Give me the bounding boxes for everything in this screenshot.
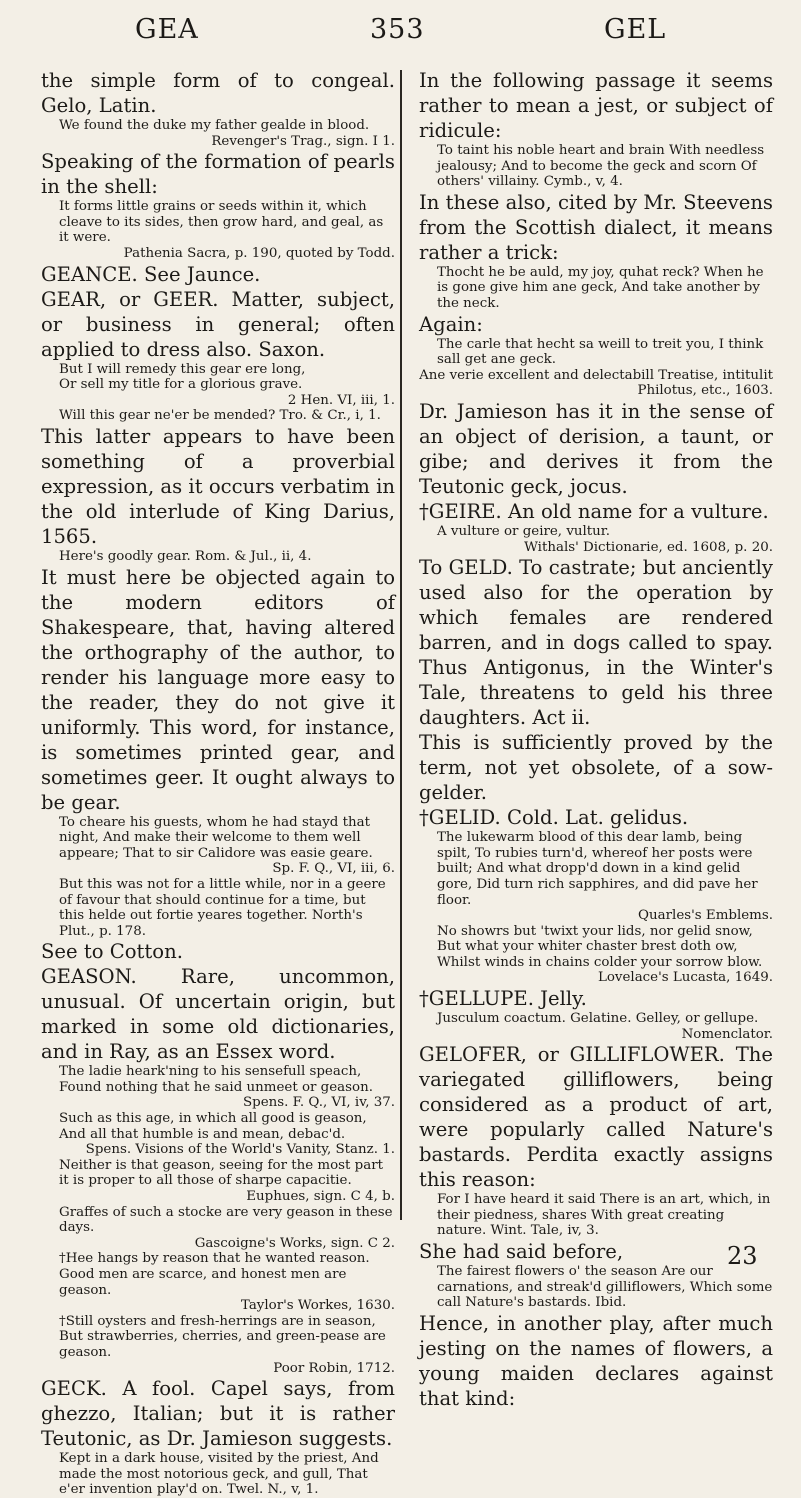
- citation: Nomenclator.: [681, 1026, 773, 1042]
- quotation: We found the duke my father gealde in blood.: [59, 118, 370, 133]
- body-paragraph: This latter appears to have been something of a proverbial expression, as it occurs verbatim in the old interlude of King Darius, 1565.: [41, 424, 395, 548]
- body-paragraph: To GELD. To castrate; but anciently used also for the operation by which females are rendered barren, and in dogs called to spay. Thus Antigonus, in the Winter's Tale, threatens to geld his three daughters. Act ii.: [419, 556, 773, 730]
- quotation: But I will remedy this gear ere long,: [59, 361, 306, 377]
- citation: Sp. F. Q., VI, iii, 6.: [272, 861, 395, 877]
- quotation: Such as this age, in which all good is geason, And all that humble is and mean, debac'd.: [59, 1111, 367, 1142]
- quotation: Will this gear ne'er be mended? Tro. & Cr., i, 1.: [59, 408, 381, 424]
- quotation: But this was not for a little while, nor in a geere of favour that should continue for a time, but this helde out fortie yeares together. North's Plut., p. 178.: [59, 876, 386, 939]
- quotation: †Hee hangs by reason that he wanted reason. Good men are scarce, and honest men are geason.: [59, 1251, 370, 1298]
- citation: 2 Hen. VI, iii, 1.: [287, 392, 395, 408]
- running-head: [0, 14, 801, 54]
- quotation: Thocht he be auld, my joy, quhat reck? When he is gone give him ane geck, And take another by the neck.: [437, 264, 764, 311]
- body-paragraph: GEANCE. See Jaunce.: [41, 262, 261, 286]
- body-paragraph: †GELLUPE. Jelly.: [419, 987, 587, 1011]
- body-paragraph: GELOFER, or GILLIFLOWER. The variegated gilliflowers, being considered as a product of art, were popularly called Nature's bastards. Perdita exactly assigns this reason:: [419, 1043, 773, 1192]
- body-paragraph: It must here be objected again to the modern editors of Shakespeare, that, having altered the orthography of the author, to render his language more easy to the reader, they do not give it uniformly. This word, for instance, is sometimes printed gear, and sometimes geer. It ought always to be gear.: [41, 565, 395, 814]
- quotation: No showrs but 'twixt your lids, nor gelid snow, But what your whiter chaster brest doth ow, Whilst winds in chains colder your sorrow blow.: [437, 923, 763, 970]
- body-paragraph: See to Cotton.: [41, 940, 183, 964]
- body-paragraph: GECK. A fool. Capel says, from ghezzo, Italian; but it is rather Teutonic, as Dr. Jamieson suggests.: [41, 1377, 395, 1451]
- quotation: The lukewarm blood of this dear lamb, being spilt, To rubies turn'd, whereof her posts were built; And what dropp'd down in a kind gelid gore, Did turn rich sapphires, and did pave her floor.: [437, 830, 758, 908]
- body-paragraph: GEASON. Rare, uncommon, unusual. Of uncertain origin, but marked in some old dictionaries, and in Ray, as an Essex word.: [41, 965, 395, 1064]
- body-paragraph: This is sufficiently proved by the term, not yet obsolete, of a sow-gelder.: [419, 731, 773, 805]
- quotation: For I have heard it said There is an art, which, in their piedness, shares With great creating nature. Wint. Tale, iv, 3.: [437, 1192, 771, 1239]
- quotation: The fairest flowers o' the season Are our carnations, and streak'd gilliflowers, Which some call Nature's bastards. Ibid.: [437, 1264, 773, 1311]
- body-paragraph: †GEIRE. An old name for a vulture.: [419, 499, 769, 523]
- body-paragraph: †GELID. Cold. Lat. gelidus.: [419, 806, 689, 830]
- quotation: Here's goodly gear. Rom. & Jul., ii, 4.: [59, 548, 312, 564]
- body-paragraph: Dr. Jamieson has it in the sense of an object of derision, a taunt, or gibe; and derives it from the Teutonic geck, jocus.: [419, 399, 773, 498]
- body-paragraph: the simple form of to congeal. Gelo, Latin.: [41, 69, 395, 117]
- quotation: Or sell my title for a glorious grave.: [59, 377, 303, 393]
- quotation: †Still oysters and fresh-herrings are in season, But strawberries, cherries, and green-pease are geason.: [59, 1313, 386, 1360]
- body-paragraph: She had said before,: [419, 1240, 624, 1264]
- citation: Ane verie excellent and delectabill Treatise, intitulit Philotus, etc., 1603.: [419, 367, 773, 399]
- citation: Spens. Visions of the World's Vanity, Stanz. 1.: [85, 1142, 395, 1158]
- citation: Withals' Dictionarie, ed. 1608, p. 20.: [524, 539, 773, 555]
- left-column: [41, 68, 395, 1498]
- quotation: To taint his noble heart and brain With needless jealousy; And to become the geck and scorn Of others' villainy. Cymb., v, 4.: [437, 143, 765, 190]
- right-column: [419, 68, 773, 1411]
- body-paragraph: In the following passage it seems rather to mean a jest, or subject of ridicule:: [419, 69, 773, 142]
- citation: Gascoigne's Works, sign. C 2.: [194, 1235, 395, 1251]
- quotation: The ladie heark'ning to his sensefull speach, Found nothing that he said unmeet or geason.: [59, 1064, 373, 1095]
- body-paragraph: Again:: [419, 312, 483, 336]
- quotation: A vulture or geire, vultur.: [437, 523, 610, 539]
- page-number: 353: [370, 14, 425, 45]
- body-paragraph: Speaking of the formation of pearls in the shell:: [41, 150, 395, 199]
- citation: Taylor's Workes, 1630.: [240, 1298, 395, 1314]
- signature-number: 23: [727, 1242, 758, 1270]
- citation: Euphues, sign. C 4, b.: [246, 1189, 395, 1205]
- quotation: The carle that hecht sa weill to treit you, I think sall get ane geck.: [437, 336, 764, 368]
- head-right: GEL: [604, 14, 667, 45]
- citation: Spens. F. Q., VI, iv, 37.: [242, 1095, 395, 1111]
- quotation: Kept in a dark house, visited by the priest, And made the most notorious geck, and gull, That e'er invention play'd on. Twel. N., v, 1.: [59, 1451, 379, 1498]
- citation: Revenger's Trag., sign. I 1.: [211, 133, 395, 149]
- quotation: It forms little grains or seeds within it, which cleave to its sides, then grow hard, and geal, as it were.: [59, 199, 384, 246]
- quotation: To cheare his guests, whom he had stayd that night, And make their welcome to them well appeare; That to sir Calidore was easie geare.: [59, 814, 373, 861]
- citation: Pathenia Sacra, p. 190, quoted by Todd.: [123, 245, 395, 261]
- quotation: Jusculum coactum. Gelatine. Gelley, or gellupe.: [437, 1011, 759, 1027]
- column-rule: [400, 70, 402, 1220]
- body-paragraph: GEAR, or GEER. Matter, subject, or business in general; often applied to dress also. Saxon.: [41, 287, 395, 361]
- body-paragraph: Hence, in another play, after much jesting on the names of flowers, a young maiden declares against that kind:: [419, 1311, 773, 1410]
- quotation: Graffes of such a stocke are very geason in these days.: [59, 1204, 393, 1236]
- citation: Quarles's Emblems.: [638, 908, 773, 924]
- citation: Poor Robin, 1712.: [273, 1360, 395, 1376]
- citation: Lovelace's Lucasta, 1649.: [597, 970, 773, 986]
- body-paragraph: In these also, cited by Mr. Steevens from the Scottish dialect, it means rather a trick:: [419, 190, 773, 264]
- head-left: GEA: [135, 14, 199, 45]
- quotation: Neither is that geason, seeing for the most part it is proper to all those of sharpe capacitie.: [59, 1157, 384, 1189]
